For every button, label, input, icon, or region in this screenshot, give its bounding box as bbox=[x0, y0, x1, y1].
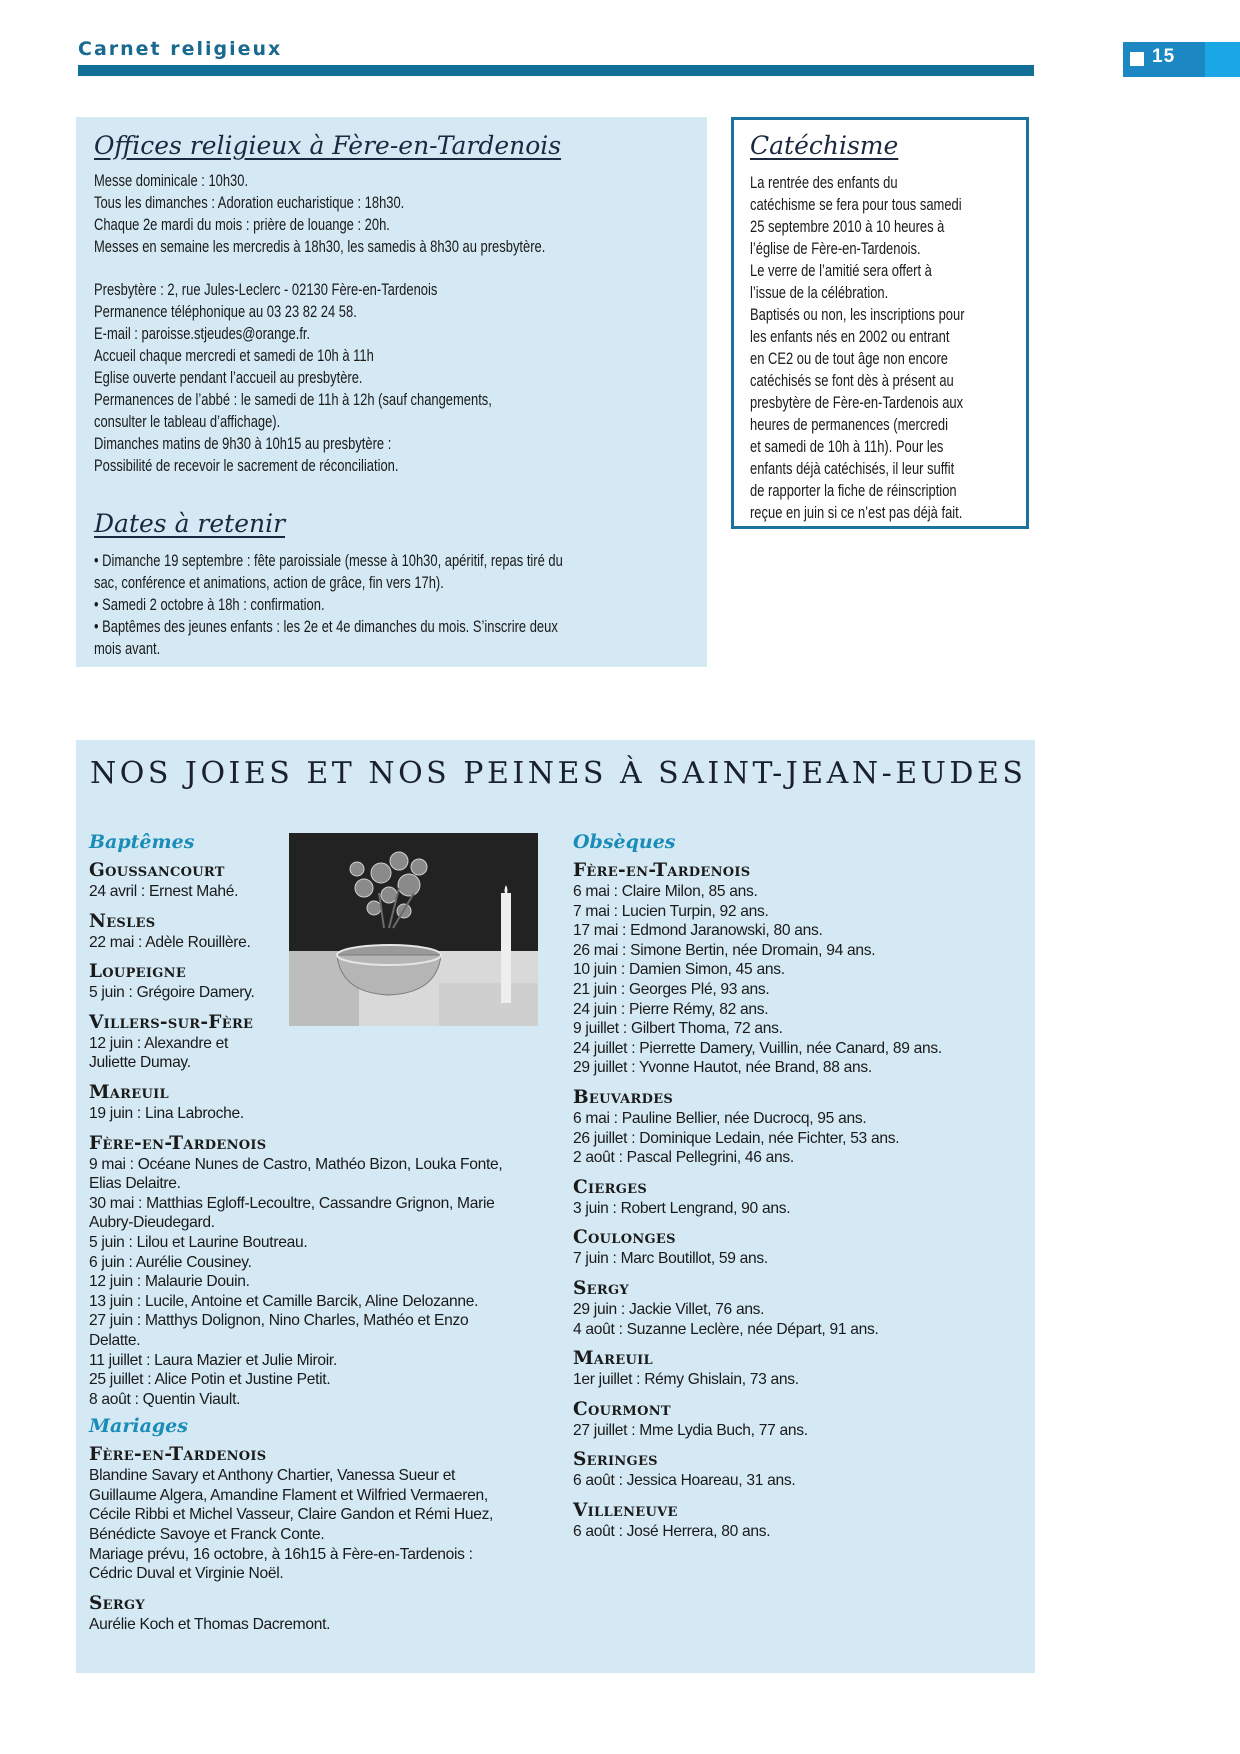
catechisme-line: reçue en juin si ce n’est pas déjà fait. bbox=[750, 504, 963, 522]
entry-line: 8 août : Quentin Viault. bbox=[89, 1390, 241, 1408]
obseques-group bbox=[573, 1348, 1023, 1390]
entry-line: Aurélie Koch et Thomas Dacremont. bbox=[89, 1615, 331, 1633]
dates-line: • Dimanche 19 septembre : fête paroissiale (messe à 10h30, apéritif, repas tiré du bbox=[94, 552, 563, 570]
entry-line: 1er juillet : Rémy Ghislain, 73 ans. bbox=[573, 1371, 799, 1389]
entry-line: 24 avril : Ernest Mahé. bbox=[89, 883, 239, 900]
offices-line: Dimanches matins de 9h30 à 10h15 au presbytère : bbox=[94, 435, 392, 453]
baptemes-heading: Baptêmes bbox=[89, 831, 195, 853]
obseques-group bbox=[573, 1399, 1023, 1441]
offices-line: Permanence téléphonique au 03 23 82 24 58. bbox=[94, 303, 357, 321]
place-name: Mareuil bbox=[573, 1348, 653, 1370]
catechisme-line: l’issue de la célébration. bbox=[750, 284, 889, 302]
entry-line: 4 août : Suzanne Leclère, née Départ, 91 ans. bbox=[573, 1320, 879, 1338]
entry-line: 27 juillet : Mme Lydia Buch, 77 ans. bbox=[573, 1421, 808, 1439]
baptemes-group bbox=[89, 1133, 549, 1410]
catechisme-line: La rentrée des enfants du bbox=[750, 174, 898, 192]
offices-line: Accueil chaque mercredi et samedi de 10h à 11h bbox=[94, 347, 374, 365]
place-name: Mareuil bbox=[89, 1081, 169, 1103]
catechisme-text bbox=[750, 172, 965, 524]
dates-line: sac, conférence et animations, action de grâce, fin vers 17h). bbox=[94, 574, 444, 592]
entry-line: 26 mai : Simone Bertin, née Dromain, 94 ans. bbox=[573, 941, 876, 959]
place-name: Villers-sur-Fère bbox=[89, 1011, 254, 1033]
entry-line: Guillaume Algera, Amandine Flament et Wilfried Vermaeren, bbox=[89, 1486, 488, 1504]
entry-line: 10 juin : Damien Simon, 45 ans. bbox=[573, 961, 785, 979]
obseques-group bbox=[573, 1087, 1023, 1168]
entry-line: 24 juillet : Pierrette Damery, Vuillin, née Canard, 89 ans. bbox=[573, 1039, 942, 1057]
offices-contact bbox=[94, 279, 492, 477]
offices-line: Eglise ouverte pendant l’accueil au presbytère. bbox=[94, 369, 363, 387]
place-name: Sergy bbox=[89, 1592, 145, 1614]
entry-line: 12 juin : Malaurie Douin. bbox=[89, 1273, 250, 1291]
catechisme-line: de rapporter la fiche de réinscription bbox=[750, 482, 957, 500]
entry-line: 6 mai : Pauline Bellier, née Ducrocq, 95 ans. bbox=[573, 1109, 867, 1127]
entry-line: 24 juin : Pierre Rémy, 82 ans. bbox=[573, 1000, 769, 1018]
obseques-group bbox=[573, 860, 1023, 1078]
entry-line: 9 mai : Océane Nunes de Castro, Mathéo Bizon, Louka Fonte, bbox=[89, 1155, 503, 1173]
entry-line: 26 juillet : Dominique Ledain, née Fichter, 53 ans. bbox=[573, 1129, 900, 1147]
entry-line: Bénédicte Savoye et Franck Conte. bbox=[89, 1526, 325, 1544]
entry-line: Aubry-Dieudegard. bbox=[89, 1214, 215, 1232]
entry-line: 22 mai : Adèle Rouillère. bbox=[89, 933, 251, 951]
place-name: Nesles bbox=[89, 910, 156, 932]
catechisme-line: enfants déjà catéchisés, il leur suffit bbox=[750, 460, 955, 478]
dates-line: • Baptêmes des jeunes enfants : les 2e et 4e dimanches du mois. S’inscrire deux bbox=[94, 618, 558, 636]
offices-line: Messes en semaine les mercredis à 18h30, les samedis à 8h30 au presbytère. bbox=[94, 238, 546, 256]
entry-line: Juliette Dumay. bbox=[89, 1054, 191, 1072]
obseques-section bbox=[573, 829, 1023, 1541]
baptemes-group bbox=[89, 1012, 549, 1073]
obseques-group bbox=[573, 1449, 1023, 1491]
dates-line: • Samedi 2 octobre à 18h : confirmation. bbox=[94, 596, 325, 614]
obseques-group bbox=[573, 1278, 1023, 1339]
entry-line: Blandine Savary et Anthony Chartier, Vanessa Sueur et bbox=[89, 1467, 456, 1485]
entry-line: 6 août : José Herrera, 80 ans. bbox=[573, 1522, 771, 1540]
place-name: Seringes bbox=[573, 1449, 658, 1471]
entry-line: 30 mai : Matthias Egloff-Lecoultre, Cassandre Grignon, Marie bbox=[89, 1194, 495, 1212]
entry-line: 12 juin : Alexandre et bbox=[89, 1034, 229, 1052]
entry-line: 11 juillet : Laura Mazier et Julie Miroir. bbox=[89, 1351, 337, 1369]
catechisme-line: heures de permanences (mercredi bbox=[750, 416, 948, 434]
entry-line: 6 mai : Claire Milon, 85 ans. bbox=[573, 883, 758, 900]
catechisme-line: et samedi de 10h à 11h). Pour les bbox=[750, 438, 944, 456]
offices-line: Permanences de l’abbé : le samedi de 11h à 12h (sauf changements, bbox=[94, 391, 492, 409]
offices-line: Tous les dimanches : Adoration eucharistique : 18h30. bbox=[94, 194, 405, 212]
offices-line: Chaque 2e mardi du mois : prière de louange : 20h. bbox=[94, 216, 390, 234]
catechisme-line: les enfants nés en 2002 ou entrant bbox=[750, 328, 950, 346]
dates-title: Dates à retenir bbox=[94, 509, 286, 538]
entry-line: 7 juin : Marc Boutillot, 59 ans. bbox=[573, 1250, 768, 1268]
entry-line: 2 août : Pascal Pellegrini, 46 ans. bbox=[573, 1149, 794, 1167]
place-name: Fère-en-Tardenois bbox=[573, 860, 751, 881]
obseques-group bbox=[573, 1227, 1023, 1269]
entry-line: 25 juillet : Alice Potin et Justine Petit. bbox=[89, 1371, 331, 1389]
mariages-group bbox=[89, 1444, 549, 1584]
catechisme-line: Baptisés ou non, les inscriptions pour bbox=[750, 306, 965, 324]
baptemes-group bbox=[89, 1082, 549, 1124]
entry-line: 7 mai : Lucien Turpin, 92 ans. bbox=[573, 902, 769, 920]
entry-line: 6 août : Jessica Hoareau, 31 ans. bbox=[573, 1472, 796, 1490]
catechisme-title: Catéchisme bbox=[750, 131, 899, 160]
place-name: Coulonges bbox=[573, 1227, 676, 1249]
entry-line: 21 juin : Georges Plé, 93 ans. bbox=[573, 980, 770, 998]
baptemes-section bbox=[89, 829, 549, 1634]
catechisme-line: catéchisme se fera pour tous samedi bbox=[750, 196, 962, 214]
page-number: 15 bbox=[1152, 46, 1176, 67]
entry-line: 3 juin : Robert Lengrand, 90 ans. bbox=[573, 1199, 791, 1217]
dates-line: mois avant. bbox=[94, 640, 161, 658]
obseques-group bbox=[573, 1500, 1023, 1542]
header-rule bbox=[78, 65, 1034, 76]
baptemes-group bbox=[89, 911, 549, 953]
place-name: Fère-en-Tardenois bbox=[89, 1444, 267, 1466]
entry-line: 27 juin : Matthys Dolignon, Nino Charles, Mathéo et Enzo bbox=[89, 1312, 469, 1330]
place-name: Cierges bbox=[573, 1176, 648, 1198]
dates-list bbox=[94, 550, 563, 660]
place-name: Loupeigne bbox=[89, 961, 187, 983]
obseques-group bbox=[573, 1177, 1023, 1219]
baptemes-group bbox=[89, 961, 549, 1003]
catechisme-line: presbytère de Fère-en-Tardenois aux bbox=[750, 394, 964, 412]
entry-line: 29 juin : Jackie Villet, 76 ans. bbox=[573, 1300, 765, 1318]
entry-line: 9 juillet : Gilbert Thoma, 72 ans. bbox=[573, 1020, 783, 1038]
joies-peines-title: NOS JOIES ET NOS PEINES À SAINT-JEAN-EUDES bbox=[90, 756, 1027, 791]
entry-line: Cédric Duval et Virginie Noël. bbox=[89, 1565, 284, 1583]
entry-line: 17 mai : Edmond Jaranowski, 80 ans. bbox=[573, 922, 823, 940]
place-name: Courmont bbox=[573, 1398, 671, 1420]
offices-title: Offices religieux à Fère-en-Tardenois bbox=[94, 131, 562, 160]
entry-line: 13 juin : Lucile, Antoine et Camille Barcik, Aline Delozanne. bbox=[89, 1292, 479, 1310]
offices-schedule bbox=[94, 170, 545, 258]
mariages-group bbox=[89, 1593, 549, 1635]
catechisme-line: catéchisés se font dès à présent au bbox=[750, 372, 954, 390]
catechisme-line: 25 septembre 2010 à 10 heures à bbox=[750, 218, 945, 236]
entry-line: Elias Delaitre. bbox=[89, 1175, 181, 1193]
entry-line: Delatte. bbox=[89, 1331, 141, 1349]
page-tab-end bbox=[1205, 42, 1240, 77]
entry-line: 6 juin : Aurélie Cousiney. bbox=[89, 1253, 252, 1271]
catechisme-line: en CE2 ou de tout âge non encore bbox=[750, 350, 948, 368]
offices-line: E-mail : paroisse.stjeudes@orange.fr. bbox=[94, 325, 311, 343]
offices-line: Possibilité de recevoir le sacrement de réconciliation. bbox=[94, 457, 399, 475]
catechisme-line: l’église de Fère-en-Tardenois. bbox=[750, 240, 921, 258]
offices-line: Messe dominicale : 10h30. bbox=[94, 172, 249, 190]
place-name: Sergy bbox=[573, 1277, 629, 1299]
mariages-heading: Mariages bbox=[89, 1415, 188, 1438]
section-title: Carnet religieux bbox=[78, 38, 283, 60]
offices-line: Presbytère : 2, rue Jules-Leclerc - 02130 Fère-en-Tardenois bbox=[94, 281, 438, 299]
baptemes-group bbox=[89, 860, 549, 902]
offices-line: consulter le tableau d’affichage). bbox=[94, 413, 281, 431]
entry-line: Mariage prévu, 16 octobre, à 16h15 à Fère-en-Tardenois : bbox=[89, 1545, 473, 1563]
square-icon bbox=[1130, 52, 1144, 66]
obseques-heading: Obsèques bbox=[573, 831, 676, 853]
entry-line: Cécile Ribbi et Michel Vasseur, Claire Gandon et Rémi Huez, bbox=[89, 1506, 494, 1524]
entry-line: 5 juin : Lilou et Laurine Boutreau. bbox=[89, 1233, 308, 1251]
entry-line: 29 juillet : Yvonne Hautot, née Brand, 88 ans. bbox=[573, 1059, 872, 1077]
place-name: Beuvardes bbox=[573, 1086, 674, 1108]
entry-line: 19 juin : Lina Labroche. bbox=[89, 1104, 244, 1122]
place-name: Goussancourt bbox=[89, 860, 225, 881]
entry-line: 5 juin : Grégoire Damery. bbox=[89, 984, 255, 1002]
place-name: Villeneuve bbox=[573, 1499, 678, 1521]
catechisme-line: Le verre de l’amitié sera offert à bbox=[750, 262, 932, 280]
place-name: Fère-en-Tardenois bbox=[89, 1132, 267, 1154]
